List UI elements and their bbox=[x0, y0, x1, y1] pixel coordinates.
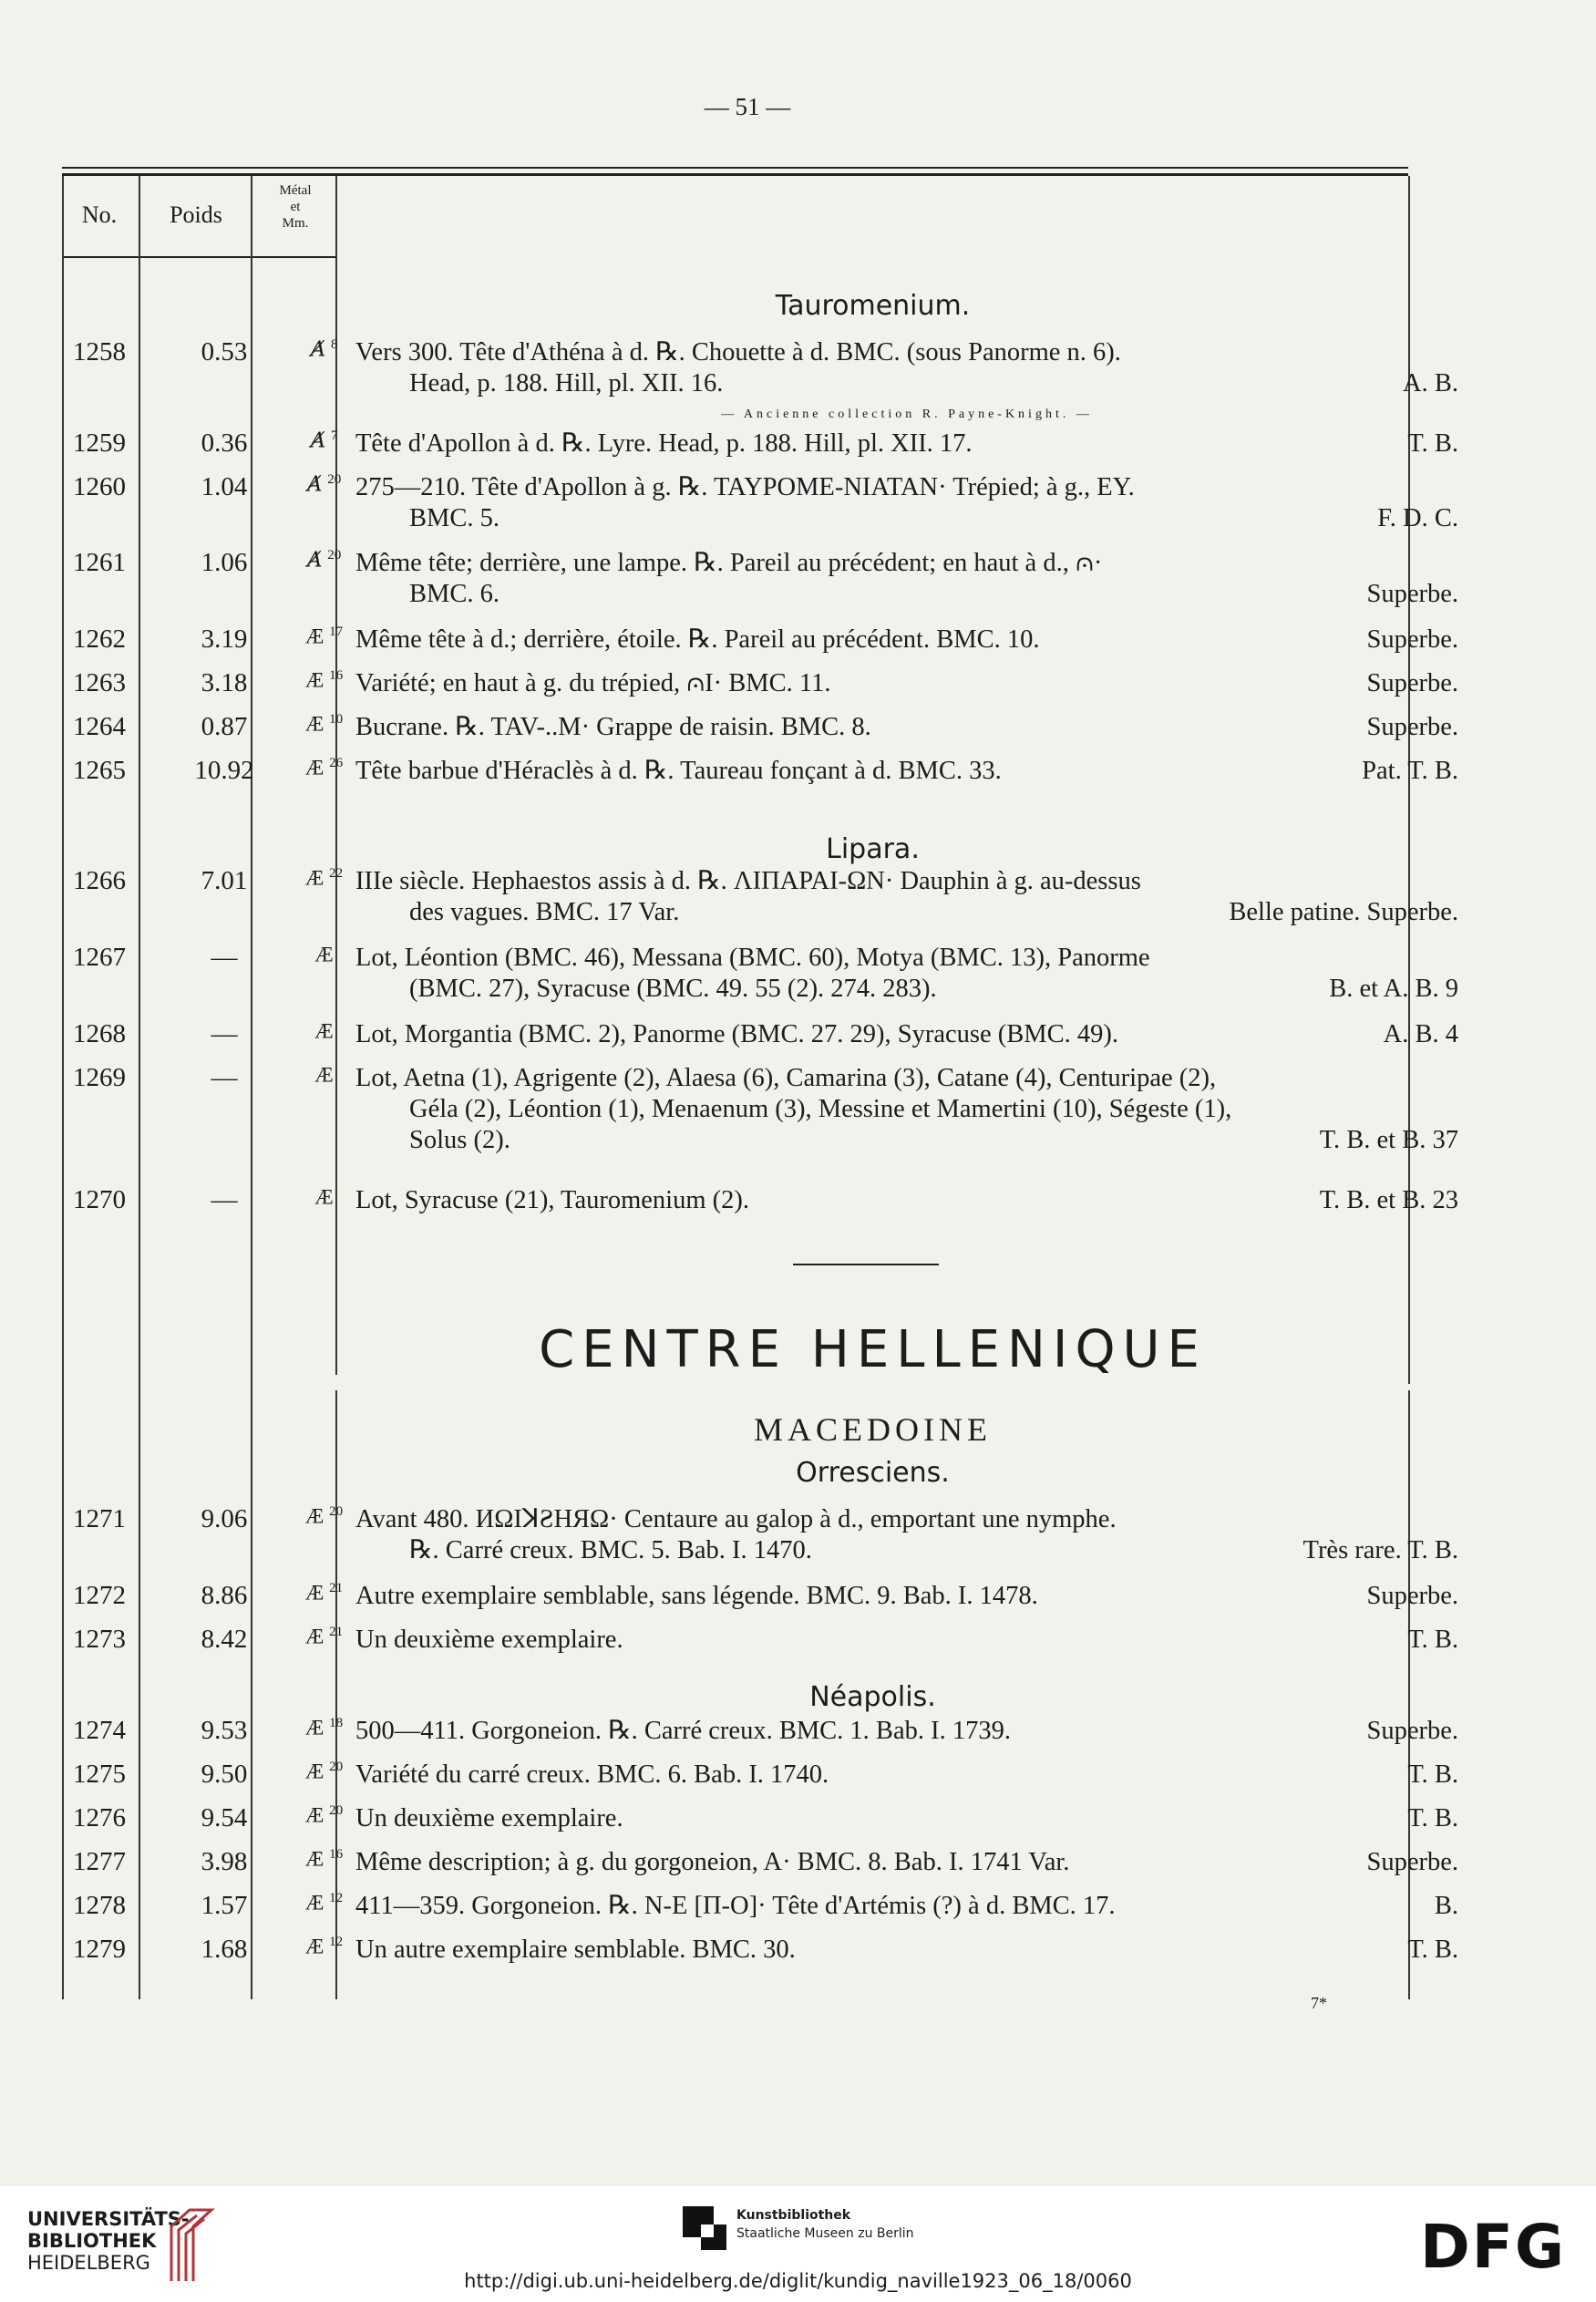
lot-description bbox=[355, 548, 1458, 610]
grade-text: A. B. 4 bbox=[1383, 1020, 1458, 1048]
sheet-mark: 7* bbox=[1311, 1994, 1327, 2012]
grade-text: T. B. bbox=[1407, 429, 1458, 458]
description-text: Autre exemplaire semblable, sans légende. BMC. 9. Bab. I. 1478. bbox=[355, 1582, 1038, 1610]
metal-symbol: 𝐴̸ bbox=[310, 337, 326, 361]
lot-number: 1268 bbox=[73, 1019, 126, 1048]
lot-number: 1277 bbox=[73, 1847, 126, 1876]
module-mm: 12 bbox=[329, 1935, 344, 1949]
description-text: 275—210. Tête d'Apollon à g. ℞. TAYPOME-NIATAN· Trépied; à g., EY. bbox=[355, 473, 1135, 501]
description-text: Variété du carré creux. BMC. 6. Bab. I. 1740. bbox=[355, 1760, 829, 1789]
module-mm: 16 bbox=[329, 1847, 344, 1862]
weight-value: 1.04 bbox=[201, 472, 248, 501]
description-text: Avant 480. ИΩIꓘƧHЯΩ· Centaure au galop à d., emportant une nymphe. bbox=[355, 1505, 1117, 1533]
provenance-note: — Ancienne collection R. Payne-Knight. — bbox=[721, 408, 1093, 421]
grade-text: Superbe. bbox=[1366, 713, 1458, 741]
lot-description bbox=[355, 1716, 1458, 1747]
grade-text: Superbe. bbox=[1366, 1848, 1458, 1876]
main-heading: CENTRE HELLENIQUE bbox=[539, 1320, 1207, 1379]
kb-line: Staatliche Museen zu Berlin bbox=[736, 2226, 914, 2241]
column-header-poids: Poids bbox=[170, 201, 222, 228]
lot-number: 1264 bbox=[73, 712, 126, 741]
lot-description bbox=[355, 1891, 1458, 1922]
section-title-lipara: Lipara. bbox=[826, 833, 920, 865]
module-mm: 10 bbox=[329, 712, 344, 727]
description-text: Vers 300. Tête d'Athéna à d. ℞. Chouette à d. BMC. (sous Panorme n. 6). bbox=[355, 338, 1121, 366]
metal-symbol: Æ bbox=[304, 1935, 324, 1958]
lot-description bbox=[355, 1185, 1458, 1216]
lot-number: 1260 bbox=[73, 472, 126, 501]
description-line bbox=[355, 1581, 1458, 1612]
weight-value: — bbox=[211, 1063, 238, 1092]
lot-description bbox=[355, 943, 1458, 1005]
weight-value: 7.01 bbox=[201, 866, 248, 895]
grade-text: T. B. bbox=[1407, 1936, 1458, 1964]
lot-description bbox=[355, 1019, 1458, 1050]
weight-value: 8.86 bbox=[201, 1581, 248, 1610]
grade-text: F. D. C. bbox=[1377, 504, 1458, 532]
module-mm: 21 bbox=[329, 1581, 344, 1595]
description-line bbox=[355, 625, 1458, 656]
lot-number: 1271 bbox=[73, 1504, 126, 1533]
lot-description bbox=[355, 1625, 1458, 1656]
lot-description bbox=[355, 1935, 1458, 1966]
description-line bbox=[355, 1935, 1458, 1966]
metal-symbol: Æ bbox=[304, 1625, 324, 1648]
metal-symbol: Æ bbox=[314, 943, 334, 966]
weight-value: 1.06 bbox=[201, 548, 248, 577]
top-rule bbox=[62, 167, 1408, 169]
grade-text: Superbe. bbox=[1366, 1717, 1458, 1745]
description-line bbox=[355, 503, 1458, 534]
lot-number: 1266 bbox=[73, 866, 126, 895]
description-text: Même tête à d.; derrière, étoile. ℞. Pareil au précédent. BMC. 10. bbox=[355, 625, 1040, 654]
lot-number: 1273 bbox=[73, 1625, 126, 1654]
metal-line: et bbox=[290, 200, 301, 214]
weight-value: 0.87 bbox=[201, 712, 248, 741]
metal-symbol: Æ bbox=[304, 1847, 324, 1871]
description-text: Tête d'Apollon à d. ℞. Lyre. Head, p. 188. Hill, pl. XII. 17. bbox=[355, 429, 973, 458]
description-text: (BMC. 27), Syracuse (BMC. 49. 55 (2). 274. 283). bbox=[409, 975, 937, 1003]
description-line bbox=[355, 368, 1458, 399]
section-title-tauromenium: Tauromenium. bbox=[775, 290, 971, 322]
description-line bbox=[355, 712, 1458, 743]
description-text: Un autre exemplaire semblable. BMC. 30. bbox=[355, 1936, 796, 1964]
description-text: Solus (2). bbox=[409, 1126, 510, 1154]
section-divider bbox=[793, 1264, 939, 1265]
column-line bbox=[139, 176, 140, 1999]
kb-line: Kunstbibliothek bbox=[736, 2208, 851, 2223]
weight-value: 1.68 bbox=[201, 1935, 248, 1964]
lot-description bbox=[355, 1847, 1458, 1878]
metal-symbol: Æ bbox=[304, 1504, 324, 1528]
metal-symbol: Æ bbox=[304, 1581, 324, 1605]
metal-line: Métal bbox=[279, 183, 312, 198]
lot-number: 1265 bbox=[73, 756, 126, 785]
description-text: Lot, Morgantia (BMC. 2), Panorme (BMC. 27. 29), Syracuse (BMC. 49). bbox=[355, 1020, 1118, 1048]
weight-value: 3.18 bbox=[201, 668, 248, 697]
module-mm: 20 bbox=[327, 548, 342, 563]
section-title-orresciens: Orresciens. bbox=[796, 1457, 950, 1489]
module-mm: 20 bbox=[329, 1803, 344, 1818]
grade-text: B. et A. B. 9 bbox=[1329, 975, 1458, 1003]
weight-value: — bbox=[211, 1185, 238, 1214]
module-mm: 17 bbox=[329, 625, 344, 639]
description-text: ℞. Carré creux. BMC. 5. Bab. I. 1470. bbox=[409, 1536, 812, 1564]
description-line bbox=[355, 472, 1458, 503]
description-text: BMC. 5. bbox=[409, 504, 499, 532]
description-text: 500—411. Gorgoneion. ℞. Carré creux. BMC. 1. Bab. I. 1739. bbox=[355, 1717, 1011, 1745]
grade-text: B. bbox=[1434, 1892, 1458, 1920]
lot-description bbox=[355, 1063, 1458, 1156]
lot-description bbox=[355, 625, 1458, 656]
kunstbibliothek-logo-icon bbox=[681, 2204, 728, 2252]
grade-text: Superbe. bbox=[1366, 669, 1458, 697]
lot-number: 1274 bbox=[73, 1716, 126, 1745]
module-mm: 20 bbox=[329, 1504, 344, 1519]
grade-text: A. B. bbox=[1403, 369, 1458, 397]
lot-description bbox=[355, 756, 1458, 787]
page-number: — 51 — bbox=[704, 93, 791, 120]
lot-number: 1278 bbox=[73, 1891, 126, 1920]
dfg-logo: DFG bbox=[1420, 2212, 1567, 2282]
description-text: Un deuxième exemplaire. bbox=[355, 1626, 623, 1654]
uni-line: UNIVERSITÄTS- bbox=[27, 2208, 190, 2230]
metal-symbol: Æ bbox=[304, 712, 324, 736]
description-text: Tête barbue d'Héraclès à d. ℞. Taureau fonçant à d. BMC. 33. bbox=[355, 757, 1002, 785]
description-line bbox=[355, 579, 1458, 610]
description-line bbox=[355, 1535, 1458, 1566]
lot-description bbox=[355, 472, 1458, 534]
description-text: Lot, Aetna (1), Agrigente (2), Alaesa (6), Camarina (3), Catane (4), Centuripae (2), bbox=[355, 1064, 1217, 1092]
region-heading: MACEDOINE bbox=[754, 1411, 992, 1448]
lot-description bbox=[355, 712, 1458, 743]
lot-description bbox=[355, 1803, 1458, 1834]
grade-text: Superbe. bbox=[1366, 625, 1458, 654]
lot-number: 1263 bbox=[73, 668, 126, 697]
metal-symbol: Æ bbox=[314, 1063, 334, 1087]
lot-description bbox=[355, 866, 1458, 928]
metal-symbol: Æ bbox=[304, 1891, 324, 1915]
metal-symbol: 𝐴̸ bbox=[310, 428, 326, 452]
lot-number: 1270 bbox=[73, 1185, 126, 1214]
description-text: Géla (2), Léontion (1), Menaenum (3), Messine et Mamertini (10), Ségeste (1), bbox=[409, 1095, 1232, 1123]
lot-number: 1262 bbox=[73, 625, 126, 654]
module-mm: 12 bbox=[329, 1891, 344, 1905]
weight-value: 8.42 bbox=[201, 1625, 248, 1654]
top-rule-thick bbox=[62, 173, 1408, 176]
lot-number: 1259 bbox=[73, 428, 126, 458]
description-line bbox=[355, 337, 1458, 368]
lot-description bbox=[355, 337, 1458, 430]
metal-symbol: Æ bbox=[304, 866, 324, 890]
description-text: BMC. 6. bbox=[409, 580, 499, 608]
description-line bbox=[355, 1094, 1458, 1125]
module-mm: 20 bbox=[329, 1760, 344, 1774]
description-text: IIIe siècle. Hephaestos assis à d. ℞. ΛΙΠΑΡΑΙ-ΩΝ· Dauphin à g. au-dessus bbox=[355, 867, 1141, 895]
description-text: Même description; à g. du gorgoneion, A· BMC. 8. Bab. I. 1741 Var. bbox=[355, 1848, 1070, 1876]
metal-symbol: Æ bbox=[304, 625, 324, 648]
metal-symbol: Æ bbox=[304, 1760, 324, 1783]
grade-text: T. B. bbox=[1407, 1760, 1458, 1789]
metal-symbol: Æ bbox=[314, 1185, 334, 1209]
weight-value: 0.36 bbox=[201, 428, 248, 458]
metal-symbol: Æ bbox=[314, 1019, 334, 1043]
grade-text: T. B. et B. 37 bbox=[1319, 1126, 1458, 1154]
lot-description bbox=[355, 1581, 1458, 1612]
uni-line: HEIDELBERG bbox=[27, 2252, 150, 2274]
description-text: Lot, Syracuse (21), Tauromenium (2). bbox=[355, 1186, 749, 1214]
lot-number: 1279 bbox=[73, 1935, 126, 1964]
module-mm: 21 bbox=[329, 1625, 344, 1639]
description-text: Bucrane. ℞. TAV-..M· Grappe de raisin. BMC. 8. bbox=[355, 713, 871, 741]
description-line bbox=[355, 756, 1458, 787]
description-line bbox=[355, 1504, 1458, 1535]
lot-description bbox=[355, 1504, 1458, 1566]
grade-text: Superbe. bbox=[1366, 580, 1458, 608]
module-mm: 8 bbox=[330, 337, 338, 352]
metal-symbol: Æ bbox=[304, 1716, 324, 1739]
column-header-no: No. bbox=[81, 201, 118, 228]
description-line bbox=[355, 428, 1458, 459]
description-line bbox=[355, 668, 1458, 699]
description-line bbox=[355, 1185, 1458, 1216]
description-line bbox=[355, 974, 1458, 1005]
lot-number: 1258 bbox=[73, 337, 126, 366]
lot-number: 1261 bbox=[73, 548, 126, 577]
grade-text: T. B. et B. 23 bbox=[1319, 1186, 1458, 1214]
lot-number: 1272 bbox=[73, 1581, 126, 1610]
description-line bbox=[355, 1625, 1458, 1656]
description-line bbox=[355, 1063, 1458, 1094]
metal-symbol: Æ bbox=[304, 668, 324, 692]
module-mm: 7 bbox=[330, 428, 338, 443]
weight-value: 10.92 bbox=[194, 756, 254, 785]
description-text: 411—359. Gorgoneion. ℞. N-E [Π-O]· Tête d'Artémis (?) à d. BMC. 17. bbox=[355, 1892, 1116, 1920]
description-line bbox=[355, 1847, 1458, 1878]
grade-text: Très rare. T. B. bbox=[1303, 1536, 1458, 1564]
kunstbibliothek-label bbox=[736, 2206, 914, 2243]
grade-text: T. B. bbox=[1407, 1804, 1458, 1832]
module-mm: 26 bbox=[329, 756, 344, 770]
source-url: http://digi.ub.uni-heidelberg.de/diglit/kundig_naville1923_06_18/0060 bbox=[464, 2270, 1132, 2292]
description-line bbox=[355, 897, 1458, 928]
metal-line: Mm. bbox=[282, 216, 309, 231]
weight-value: — bbox=[211, 943, 238, 972]
weight-value: 3.98 bbox=[201, 1847, 248, 1876]
description-line bbox=[355, 1760, 1458, 1791]
lot-number: 1275 bbox=[73, 1760, 126, 1789]
weight-value: 9.53 bbox=[201, 1716, 248, 1745]
lot-description bbox=[355, 1760, 1458, 1791]
module-mm: 16 bbox=[329, 668, 344, 683]
description-text: Variété; en haut à g. du trépied, ⩀I· BMC. 11. bbox=[355, 669, 831, 697]
grade-text: Pat. T. B. bbox=[1362, 757, 1458, 785]
lot-number: 1267 bbox=[73, 943, 126, 972]
grade-text: Belle patine. Superbe. bbox=[1229, 898, 1458, 926]
uni-line: BIBLIOTHEK bbox=[27, 2230, 157, 2252]
weight-value: 9.50 bbox=[201, 1760, 248, 1789]
grade-text: Superbe. bbox=[1366, 1582, 1458, 1610]
weight-value: — bbox=[211, 1019, 238, 1048]
description-line bbox=[355, 1716, 1458, 1747]
module-mm: 22 bbox=[329, 866, 344, 881]
description-text: Lot, Léontion (BMC. 46), Messana (BMC. 60), Motya (BMC. 13), Panorme bbox=[355, 944, 1150, 972]
lot-description bbox=[355, 668, 1458, 699]
module-mm: 18 bbox=[329, 1716, 344, 1730]
metal-symbol: Æ bbox=[304, 1803, 324, 1827]
description-text: Head, p. 188. Hill, pl. XII. 16. bbox=[409, 369, 724, 397]
lot-description bbox=[355, 428, 1458, 459]
weight-value: 3.19 bbox=[201, 625, 248, 654]
weight-value: 9.06 bbox=[201, 1504, 248, 1533]
header-rule bbox=[62, 256, 335, 258]
section-title-neapolis: Néapolis. bbox=[809, 1681, 936, 1713]
module-mm: 20 bbox=[327, 472, 342, 487]
description-line bbox=[355, 1125, 1458, 1156]
lot-number: 1269 bbox=[73, 1063, 126, 1092]
lot-number: 1276 bbox=[73, 1803, 126, 1832]
weight-value: 1.57 bbox=[201, 1891, 248, 1920]
description-line bbox=[355, 1803, 1458, 1834]
description-line bbox=[355, 1019, 1458, 1050]
description-text: des vagues. BMC. 17 Var. bbox=[409, 898, 680, 926]
description-line bbox=[355, 548, 1458, 579]
weight-value: 0.53 bbox=[201, 337, 248, 366]
description-text: Un deuxième exemplaire. bbox=[355, 1804, 623, 1832]
column-header-metal bbox=[253, 182, 337, 232]
description-line bbox=[355, 943, 1458, 974]
grade-text: T. B. bbox=[1407, 1626, 1458, 1654]
description-line bbox=[355, 1891, 1458, 1922]
description-line bbox=[355, 866, 1458, 897]
weight-value: 9.54 bbox=[201, 1803, 248, 1832]
metal-symbol: 𝐴̸ bbox=[306, 472, 323, 496]
metal-symbol: 𝐴̸ bbox=[306, 548, 323, 572]
description-text: Même tête; derrière, une lampe. ℞. Pareil au précédent; en haut à d., ⩀· bbox=[355, 549, 1103, 577]
metal-symbol: Æ bbox=[304, 756, 324, 779]
